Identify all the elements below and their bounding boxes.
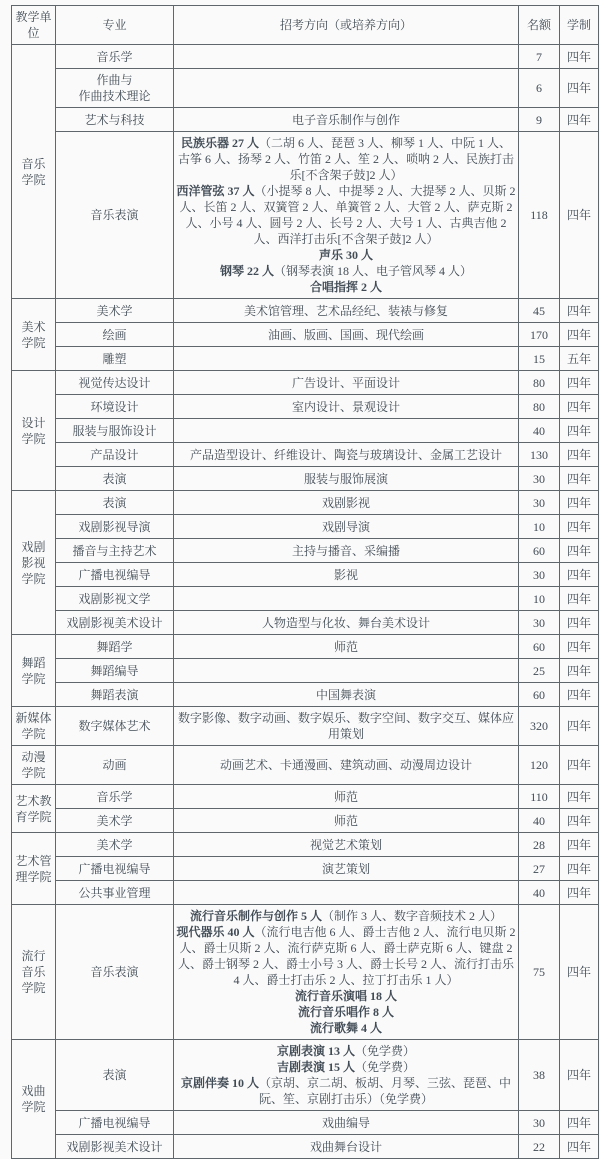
- quota-cell: 118: [519, 132, 560, 299]
- quota-cell: 80: [519, 371, 560, 395]
- table-row: [12, 785, 599, 809]
- duration-cell: 四年: [560, 108, 599, 132]
- quota-cell: 170: [519, 323, 560, 347]
- duration-cell: 四年: [560, 1135, 599, 1159]
- unit-cell: 流行 音乐 学院: [12, 905, 56, 1040]
- direction-segment-bold: 京剧表演 13 人: [276, 1044, 355, 1058]
- direction-segment: 室内设计、景观设计: [291, 399, 400, 414]
- unit-cell: 新媒体 学院: [12, 707, 56, 746]
- major-cell: 作曲与 作曲技术理论: [56, 69, 174, 108]
- direction-segment: 演艺策划: [321, 861, 370, 876]
- quota-cell: 25: [519, 659, 560, 683]
- quota-cell: 15: [519, 347, 560, 371]
- duration-cell: 四年: [560, 905, 599, 1040]
- direction-cell: [174, 371, 519, 395]
- quota-cell: 10: [519, 587, 560, 611]
- major-cell: 播音与主持艺术: [56, 539, 174, 563]
- major-cell: 动画: [56, 746, 174, 785]
- direction-segment: （流行电吉他 6 人、爵士吉他 2 人、流行电贝斯 2 人、爵士贝斯 2 人、流行萨克斯 6 人、爵士萨克斯 6 人、键盘 2 人、爵士钢琴 2 人、爵士小号 3 人、爵士长号 2 人、流行打击乐 4 人、爵士打击乐 2 人、拉丁打击乐 1 人）: [177, 925, 516, 987]
- table-row: [12, 857, 599, 881]
- direction-cell: [174, 563, 519, 587]
- direction-cell: [174, 467, 519, 491]
- duration-cell: 四年: [560, 611, 599, 635]
- direction-segment-bold: 流行歌舞 4 人: [309, 1021, 382, 1035]
- table-row: [12, 1040, 599, 1111]
- direction-segment: 戏曲编导: [321, 1115, 370, 1130]
- direction-cell: [174, 905, 519, 1040]
- duration-cell: 四年: [560, 683, 599, 707]
- major-cell: 音乐表演: [56, 132, 174, 299]
- direction-segment-bold: 合唱指挥 2 人: [309, 280, 382, 294]
- direction-segment: （小提琴 8 人、中提琴 2 人、大提琴 2 人、贝斯 2 人、长笛 2 人、双簧管 2 人、单簧管 2 人、大管 2 人、萨克斯 2 人、小号 4 人、圆号 2 人、长号 2 人、大号 1 人、古典吉他 2 人、西洋打击乐[不含架子鼓]2 人）: [179, 184, 516, 246]
- quota-cell: 75: [519, 905, 560, 1040]
- direction-segment: 师范: [333, 813, 358, 828]
- duration-cell: 四年: [560, 299, 599, 323]
- quota-cell: 130: [519, 443, 560, 467]
- direction-cell: [174, 491, 519, 515]
- duration-cell: 四年: [560, 833, 599, 857]
- header-teaching-unit: 教学单位: [12, 6, 56, 45]
- quota-cell: 6: [519, 69, 560, 108]
- major-cell: 服装与服饰设计: [56, 419, 174, 443]
- direction-segment: 广告设计、平面设计: [291, 375, 400, 390]
- duration-cell: 四年: [560, 587, 599, 611]
- direction-segment-bold: 声乐 30 人: [318, 248, 373, 262]
- duration-cell: 四年: [560, 467, 599, 491]
- duration-cell: 五年: [560, 347, 599, 371]
- direction-segment: （免学费）: [355, 1044, 416, 1058]
- table-row: [12, 395, 599, 419]
- duration-cell: 四年: [560, 45, 599, 69]
- quota-cell: 7: [519, 45, 560, 69]
- major-cell: 美术学: [56, 833, 174, 857]
- direction-segment: 产品造型设计、纤维设计、陶瓷与玻璃设计、金属工艺设计: [189, 447, 502, 462]
- table-row: [12, 659, 599, 683]
- header-duration: 学制: [560, 6, 599, 45]
- duration-cell: 四年: [560, 395, 599, 419]
- unit-cell: 舞蹈 学院: [12, 635, 56, 707]
- unit-cell: 动漫 学院: [12, 746, 56, 785]
- header-direction: 招考方向（或培养方向）: [174, 6, 519, 45]
- major-cell: 舞蹈编导: [56, 659, 174, 683]
- major-cell: 艺术与科技: [56, 108, 174, 132]
- quota-cell: 27: [519, 857, 560, 881]
- major-cell: 美术学: [56, 809, 174, 833]
- direction-cell: [174, 419, 519, 443]
- quota-cell: 28: [519, 833, 560, 857]
- unit-cell: 艺术教 育学院: [12, 785, 56, 833]
- duration-cell: 四年: [560, 371, 599, 395]
- direction-segment: 影视: [333, 567, 358, 582]
- duration-cell: 四年: [560, 539, 599, 563]
- table-row: [12, 809, 599, 833]
- major-cell: 表演: [56, 491, 174, 515]
- direction-cell: [174, 707, 519, 746]
- direction-segment: 动画艺术、卡通漫画、建筑动画、动漫周边设计: [219, 758, 472, 772]
- direction-segment: 油画、版画、国画、现代绘画: [267, 327, 424, 342]
- direction-cell: [174, 833, 519, 857]
- quota-cell: 320: [519, 707, 560, 746]
- direction-cell: [174, 587, 519, 611]
- major-cell: 广播电视编导: [56, 1111, 174, 1135]
- direction-segment-bold: 流行音乐制作与创作 5 人: [189, 909, 322, 923]
- direction-cell: [174, 132, 519, 299]
- table-row: [12, 347, 599, 371]
- table-row: [12, 539, 599, 563]
- quota-cell: 30: [519, 563, 560, 587]
- direction-segment: （制作 3 人、数字音频技术 2 人）: [322, 909, 503, 923]
- direction-segment: 师范: [333, 639, 358, 654]
- direction-cell: [174, 683, 519, 707]
- direction-segment: （京胡、京二胡、板胡、月琴、三弦、琵琶、中阮、笙、京剧打击乐）（免学费）: [258, 1076, 512, 1106]
- direction-segment-bold: 西洋管弦 37 人: [176, 184, 255, 198]
- direction-segment: （免学费）: [355, 1060, 416, 1074]
- duration-cell: 四年: [560, 635, 599, 659]
- quota-cell: 10: [519, 515, 560, 539]
- direction-cell: [174, 809, 519, 833]
- quota-cell: 45: [519, 299, 560, 323]
- duration-cell: 四年: [560, 132, 599, 299]
- table-row: [12, 419, 599, 443]
- major-cell: 数字媒体艺术: [56, 707, 174, 746]
- direction-segment-bold: 流行音乐演唱 18 人: [294, 989, 397, 1003]
- table-row: [12, 683, 599, 707]
- direction-segment: 中国舞表演: [315, 687, 376, 702]
- table-row: [12, 1135, 599, 1159]
- direction-segment: 人物造型与化妆、舞台美术设计: [261, 615, 430, 630]
- duration-cell: 四年: [560, 1111, 599, 1135]
- unit-cell: 艺术管 理学院: [12, 833, 56, 905]
- direction-segment: （二胡 6 人、琵琶 3 人、柳琴 1 人、中阮 1 人、古筝 6 人、扬琴 2 人、竹笛 2 人、笙 2 人、唢呐 2 人、民族打击乐[不含架子鼓]2 人）: [177, 136, 514, 182]
- quota-cell: 60: [519, 539, 560, 563]
- direction-cell: [174, 108, 519, 132]
- direction-segment-bold: 现代器乐 40 人: [176, 925, 255, 939]
- major-cell: 戏剧影视导演: [56, 515, 174, 539]
- unit-cell: 设计 学院: [12, 371, 56, 491]
- direction-cell: [174, 785, 519, 809]
- direction-cell: [174, 1040, 519, 1111]
- direction-cell: [174, 635, 519, 659]
- table-row: [12, 905, 599, 1040]
- direction-segment-bold: 民族乐器 27 人: [180, 136, 259, 150]
- major-cell: 环境设计: [56, 395, 174, 419]
- table-row: [12, 132, 599, 299]
- major-cell: 音乐学: [56, 45, 174, 69]
- direction-cell: [174, 1135, 519, 1159]
- table-row: [12, 108, 599, 132]
- direction-segment: 主持与播音、采编播: [291, 543, 400, 558]
- table-row: [12, 746, 599, 785]
- major-cell: 音乐表演: [56, 905, 174, 1040]
- quota-cell: 30: [519, 491, 560, 515]
- duration-cell: 四年: [560, 659, 599, 683]
- duration-cell: 四年: [560, 809, 599, 833]
- quota-cell: 38: [519, 1040, 560, 1111]
- quota-cell: 40: [519, 419, 560, 443]
- duration-cell: 四年: [560, 419, 599, 443]
- quota-cell: 9: [519, 108, 560, 132]
- duration-cell: 四年: [560, 563, 599, 587]
- major-cell: 表演: [56, 467, 174, 491]
- direction-cell: [174, 347, 519, 371]
- table-row: [12, 299, 599, 323]
- duration-cell: 四年: [560, 69, 599, 108]
- major-cell: 音乐学: [56, 785, 174, 809]
- duration-cell: 四年: [560, 785, 599, 809]
- duration-cell: 四年: [560, 746, 599, 785]
- table-row: [12, 491, 599, 515]
- table-body: [12, 45, 599, 1159]
- direction-cell: [174, 45, 519, 69]
- major-cell: 视觉传达设计: [56, 371, 174, 395]
- major-cell: 表演: [56, 1040, 174, 1111]
- direction-segment-bold: 吉剧表演 15 人: [276, 1060, 355, 1074]
- quota-cell: 80: [519, 395, 560, 419]
- table-row: [12, 515, 599, 539]
- table-row: [12, 833, 599, 857]
- direction-cell: [174, 539, 519, 563]
- quota-cell: 120: [519, 746, 560, 785]
- major-cell: 戏剧影视文学: [56, 587, 174, 611]
- quota-cell: 40: [519, 809, 560, 833]
- unit-cell: 音乐 学院: [12, 45, 56, 299]
- direction-segment: 视觉艺术策划: [309, 837, 382, 852]
- quota-cell: 110: [519, 785, 560, 809]
- quota-cell: 30: [519, 611, 560, 635]
- direction-segment: 戏剧影视: [321, 495, 370, 510]
- duration-cell: 四年: [560, 857, 599, 881]
- major-cell: 舞蹈表演: [56, 683, 174, 707]
- table-row: [12, 563, 599, 587]
- major-cell: 戏剧影视美术设计: [56, 611, 174, 635]
- quota-cell: 60: [519, 635, 560, 659]
- major-cell: 美术学: [56, 299, 174, 323]
- direction-cell: [174, 443, 519, 467]
- direction-cell: [174, 1111, 519, 1135]
- major-cell: 舞蹈学: [56, 635, 174, 659]
- major-cell: 雕塑: [56, 347, 174, 371]
- table-row: [12, 881, 599, 905]
- duration-cell: 四年: [560, 491, 599, 515]
- direction-segment-bold: 钢琴 22 人: [219, 264, 274, 278]
- direction-cell: [174, 69, 519, 108]
- header-row: [12, 6, 599, 45]
- direction-cell: [174, 611, 519, 635]
- admissions-table: [11, 5, 599, 1159]
- quota-cell: 60: [519, 683, 560, 707]
- direction-cell: [174, 299, 519, 323]
- direction-cell: [174, 857, 519, 881]
- direction-segment-bold: 流行音乐唱作 8 人: [297, 1005, 394, 1019]
- table-row: [12, 611, 599, 635]
- duration-cell: 四年: [560, 515, 599, 539]
- table-row: [12, 635, 599, 659]
- major-cell: 产品设计: [56, 443, 174, 467]
- direction-segment: 电子音乐制作与创作: [291, 112, 400, 127]
- quota-cell: 30: [519, 467, 560, 491]
- direction-segment: （钢琴表演 18 人、电子管风琴 4 人）: [274, 264, 473, 278]
- direction-segment: 美术馆管理、艺术品经纪、装裱与修复: [243, 303, 448, 318]
- direction-cell: [174, 881, 519, 905]
- duration-cell: 四年: [560, 1040, 599, 1111]
- duration-cell: 四年: [560, 881, 599, 905]
- header-major: 专业: [56, 6, 174, 45]
- quota-cell: 30: [519, 1111, 560, 1135]
- major-cell: 戏剧影视美术设计: [56, 1135, 174, 1159]
- table-row: [12, 443, 599, 467]
- quota-cell: 22: [519, 1135, 560, 1159]
- major-cell: 广播电视编导: [56, 563, 174, 587]
- table-row: [12, 371, 599, 395]
- duration-cell: 四年: [560, 707, 599, 746]
- unit-cell: 戏剧 影视 学院: [12, 491, 56, 635]
- table-row: [12, 69, 599, 108]
- major-cell: 公共事业管理: [56, 881, 174, 905]
- direction-cell: [174, 515, 519, 539]
- table-row: [12, 323, 599, 347]
- unit-cell: 戏曲 学院: [12, 1040, 56, 1159]
- direction-segment: 戏曲舞台设计: [309, 1139, 382, 1154]
- table-row: [12, 467, 599, 491]
- major-cell: 广播电视编导: [56, 857, 174, 881]
- direction-cell: [174, 746, 519, 785]
- direction-segment: 戏剧导演: [321, 519, 370, 534]
- direction-segment: 师范: [333, 789, 358, 804]
- duration-cell: 四年: [560, 323, 599, 347]
- quota-cell: 40: [519, 881, 560, 905]
- table-row: [12, 707, 599, 746]
- direction-segment: 数字影像、数字动画、数字娱乐、数字空间、数字交互、媒体应用策划: [177, 711, 514, 741]
- direction-segment-bold: 京剧伴奏 10 人: [180, 1076, 259, 1090]
- duration-cell: 四年: [560, 443, 599, 467]
- header-quota: 名额: [519, 6, 560, 45]
- unit-cell: 美术 学院: [12, 299, 56, 371]
- direction-segment: 服装与服饰展演: [303, 471, 388, 486]
- table-row: [12, 45, 599, 69]
- direction-cell: [174, 395, 519, 419]
- direction-cell: [174, 323, 519, 347]
- direction-cell: [174, 659, 519, 683]
- table-row: [12, 1111, 599, 1135]
- major-cell: 绘画: [56, 323, 174, 347]
- table-row: [12, 587, 599, 611]
